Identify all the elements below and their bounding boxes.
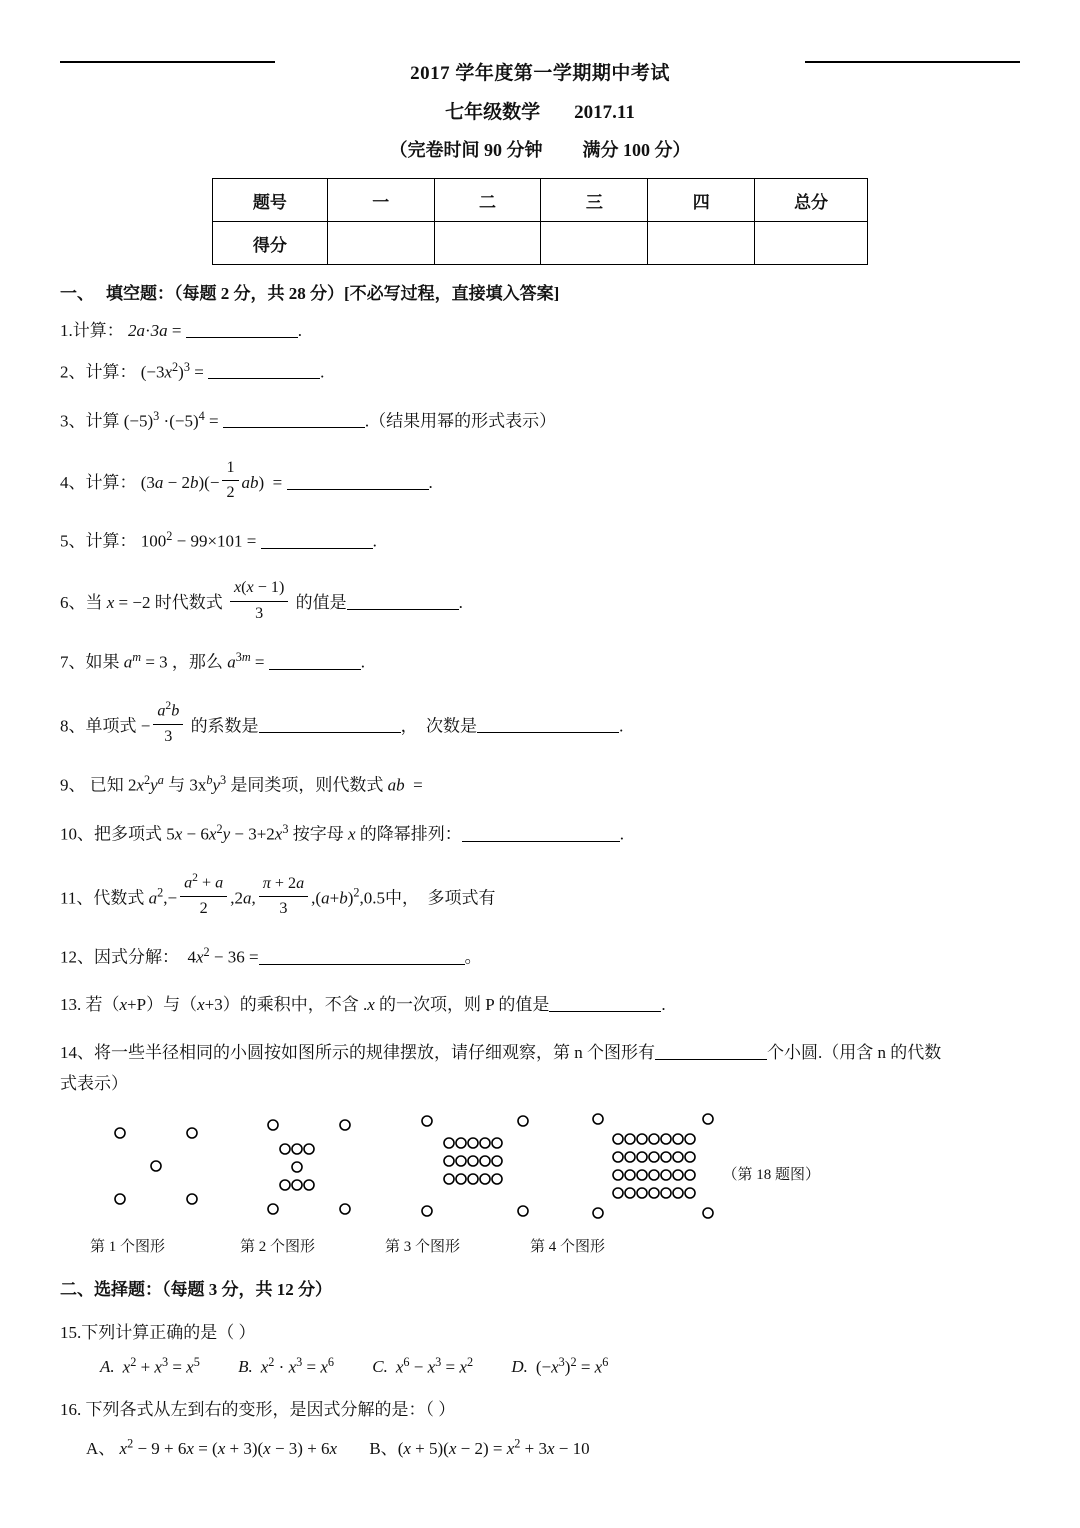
question-9-number: 9、 — [60, 775, 86, 795]
option-d[interactable]: D. $(-x^3)^2 = x^6$ — [511, 1354, 609, 1377]
question-15 — [60, 1318, 1020, 1343]
figure-2 — [245, 1111, 395, 1226]
question-12: 12、因式分解： $4x^2 - 36$ = 。 — [60, 945, 482, 967]
figure-1-svg — [90, 1111, 230, 1221]
figure-caption-note: （第 18 题图） — [722, 1166, 820, 1183]
header-rules — [60, 0, 1020, 62]
question-14-line2: 式表示） — [60, 1074, 128, 1094]
score-cell-3[interactable] — [541, 222, 648, 265]
option-b-label: B、 — [369, 1439, 398, 1459]
question-9: 9、 已知 $2x^2y^a$ 与 $3x^by^3$ 是同类项，则代数式 ab = — [60, 772, 423, 795]
question-2-label: 计算： — [85, 362, 137, 382]
score-cell-total[interactable] — [755, 222, 868, 265]
answer-blank-4[interactable] — [287, 489, 429, 490]
question-7-number: 7、 — [60, 652, 86, 672]
figure-group — [60, 1111, 1020, 1231]
score-table-col-total: 总分 — [755, 179, 868, 222]
section-2-number: 二、 — [60, 1279, 94, 1299]
answer-blank-1[interactable] — [186, 337, 298, 338]
question-6-number: 6、 — [60, 593, 86, 613]
exam-score-info: 满分 100 分） — [582, 140, 691, 160]
answer-blank-8b[interactable] — [477, 732, 619, 733]
answer-blank-7[interactable] — [269, 669, 361, 670]
question-3-number: 3、 — [60, 411, 86, 431]
figure-2-svg — [245, 1111, 395, 1221]
option-d-label: D. — [511, 1357, 528, 1377]
section-2-heading — [60, 1275, 1020, 1300]
figure-labels — [60, 1235, 1020, 1261]
section-1-number: 一、 — [60, 284, 94, 303]
title-block — [60, 58, 1020, 162]
question-13: 13. 若（x+P）与（x+3）的乘积中，不含 .x 的一次项，则 P 的值是 . — [60, 995, 666, 1015]
score-table-col-4: 四 — [648, 179, 755, 222]
exam-subject-line — [60, 97, 1020, 124]
option-a[interactable]: A、 $x^2 - 9 + 6x = (x + 3)(x - 3) + 6x$ — [86, 1436, 338, 1459]
option-c-label: C. — [372, 1357, 388, 1377]
question-13-number: 13. — [60, 995, 82, 1015]
option-a[interactable]: A. $x^2 + x^3 = x^5$ — [100, 1354, 200, 1377]
figure-label-3: 第 3 个图形 — [385, 1238, 461, 1255]
question-3: 3、计算 $(-5)^3 \cdot(-5)^4$ = .（结果用幂的形式表示） — [60, 408, 557, 431]
question-4-label: 计算： — [85, 472, 137, 492]
question-14-line1b: 个小圆.（用含 n 的代数 — [767, 1042, 942, 1062]
question-4-number: 4、 — [60, 472, 86, 492]
exam-date: 2017.11 — [574, 102, 635, 123]
question-1: 1.计算： 2a·3a = . — [60, 321, 303, 340]
question-10-number: 10、 — [60, 824, 94, 844]
figure-label-2: 第 2 个图形 — [240, 1238, 316, 1255]
option-b-label: B. — [238, 1357, 253, 1377]
exam-info-line — [60, 136, 1020, 162]
answer-blank-2[interactable] — [208, 378, 320, 379]
question-2: 2、计算： $(-3x^2)^3$ = . — [60, 359, 325, 382]
question-16-options — [60, 1434, 1020, 1459]
question-10: 10、把多项式 $5x - 6x^2y - 3+2x^3$ 按字母 x 的降幂排列： . — [60, 822, 625, 844]
section-2-title: 选择题：（每题 3 分，共 12 分） — [94, 1279, 332, 1299]
score-cell-1[interactable] — [327, 222, 434, 265]
question-8: 8、单项式 − $\frac{a^2b}{3}$ 的系数是 ， 次数是 . — [60, 697, 1020, 749]
figure-label-4: 第 4 个图形 — [530, 1238, 606, 1255]
exam-title: 2017 学年度第一学期期中考试 — [410, 63, 670, 84]
question-11-number: 11、 — [60, 888, 94, 908]
table-row — [213, 179, 868, 222]
score-cell-4[interactable] — [648, 222, 755, 265]
figure-label-1: 第 1 个图形 — [90, 1238, 166, 1255]
question-15-text: 下列计算正确的是（ ） — [81, 1322, 256, 1342]
figure-3-svg — [405, 1111, 565, 1221]
score-cell-2[interactable] — [434, 222, 541, 265]
question-12-number: 12、 — [60, 947, 94, 967]
answer-blank-10[interactable] — [462, 841, 620, 842]
question-15-number: 15. — [60, 1322, 82, 1342]
answer-blank-12[interactable] — [259, 964, 465, 965]
header-rule-left — [60, 61, 275, 63]
question-1-label: 计算： — [72, 321, 124, 340]
question-14-line1: 将一些半径相同的小圆按如图所示的规律摆放，请仔细观察，第 n 个图形有 — [94, 1042, 655, 1062]
answer-blank-5[interactable] — [261, 548, 373, 549]
figure-3 — [405, 1111, 565, 1226]
header-rule-right — [805, 61, 1020, 63]
question-3-label: 计算 — [85, 411, 120, 431]
question-4: 4、计算： (3a − 2b)(− $\frac{1}{2}$ ab) = . — [60, 456, 1020, 505]
option-b[interactable]: B. $x^2 \cdot x^3 = x^6$ — [238, 1354, 335, 1377]
question-14 — [60, 1040, 1020, 1097]
option-a-label: A. — [100, 1357, 115, 1377]
score-table — [212, 178, 868, 265]
question-16 — [60, 1395, 1020, 1420]
section-1-heading — [60, 279, 1020, 304]
score-table-row-label-1: 题号 — [213, 179, 328, 222]
question-5-label: 计算： — [85, 531, 137, 551]
score-table-col-1: 一 — [327, 179, 434, 222]
exam-subject: 七年级数学 — [445, 102, 541, 123]
question-2-number: 2、 — [60, 362, 86, 382]
question-15-options — [60, 1355, 1020, 1378]
figure-1 — [90, 1111, 230, 1226]
answer-blank-3[interactable] — [223, 427, 365, 428]
score-table-col-2: 二 — [434, 179, 541, 222]
question-5-number: 5、 — [60, 531, 86, 551]
table-row — [213, 222, 868, 265]
answer-blank-6[interactable] — [347, 609, 459, 610]
question-5: 5、计算： $100^2 - 99\times 101$ = . — [60, 529, 377, 551]
exam-time-info: （完卷时间 90 分钟 — [389, 140, 543, 160]
question-8-number: 8、 — [60, 716, 86, 736]
option-c[interactable]: C. $x^6 - x^3 = x^2$ — [372, 1354, 474, 1377]
question-11: 11、代数式 $a^2,-$ $\frac{a^2 + a}{2}$ ,2a, $\frac{\pi + 2a}{3}$ $,(a+b)^2,0.5$中， 多项式有 — [60, 869, 1020, 921]
question-16-text: 下列各式从左到右的变形，是因式分解的是：（ ） — [85, 1400, 456, 1420]
score-table-col-3: 三 — [541, 179, 648, 222]
answer-blank-8a[interactable] — [259, 732, 401, 733]
option-b[interactable]: B、$(x + 5)(x - 2) = x^2 + 3x - 10$ — [369, 1436, 590, 1459]
score-table-row-label-2: 得分 — [213, 222, 328, 265]
question-14-number: 14、 — [60, 1042, 94, 1062]
answer-blank-14[interactable] — [655, 1059, 767, 1060]
question-1-number: 1. — [60, 321, 73, 340]
question-16-number: 16. — [60, 1400, 82, 1420]
question-7: 7、如果 $a^m = 3$ ，那么 $a^{3m}$ = . — [60, 649, 365, 672]
option-a-label: A、 — [86, 1439, 116, 1459]
question-6: 6、当 x = −2 时代数式 $\frac{x(x - 1)}{3}$ 的值是 . — [60, 576, 1020, 625]
answer-blank-13[interactable] — [549, 1011, 661, 1012]
section-1-title: 填空题：（每题 2 分，共 28 分）[不必写过程，直接填入答案] — [106, 284, 560, 303]
